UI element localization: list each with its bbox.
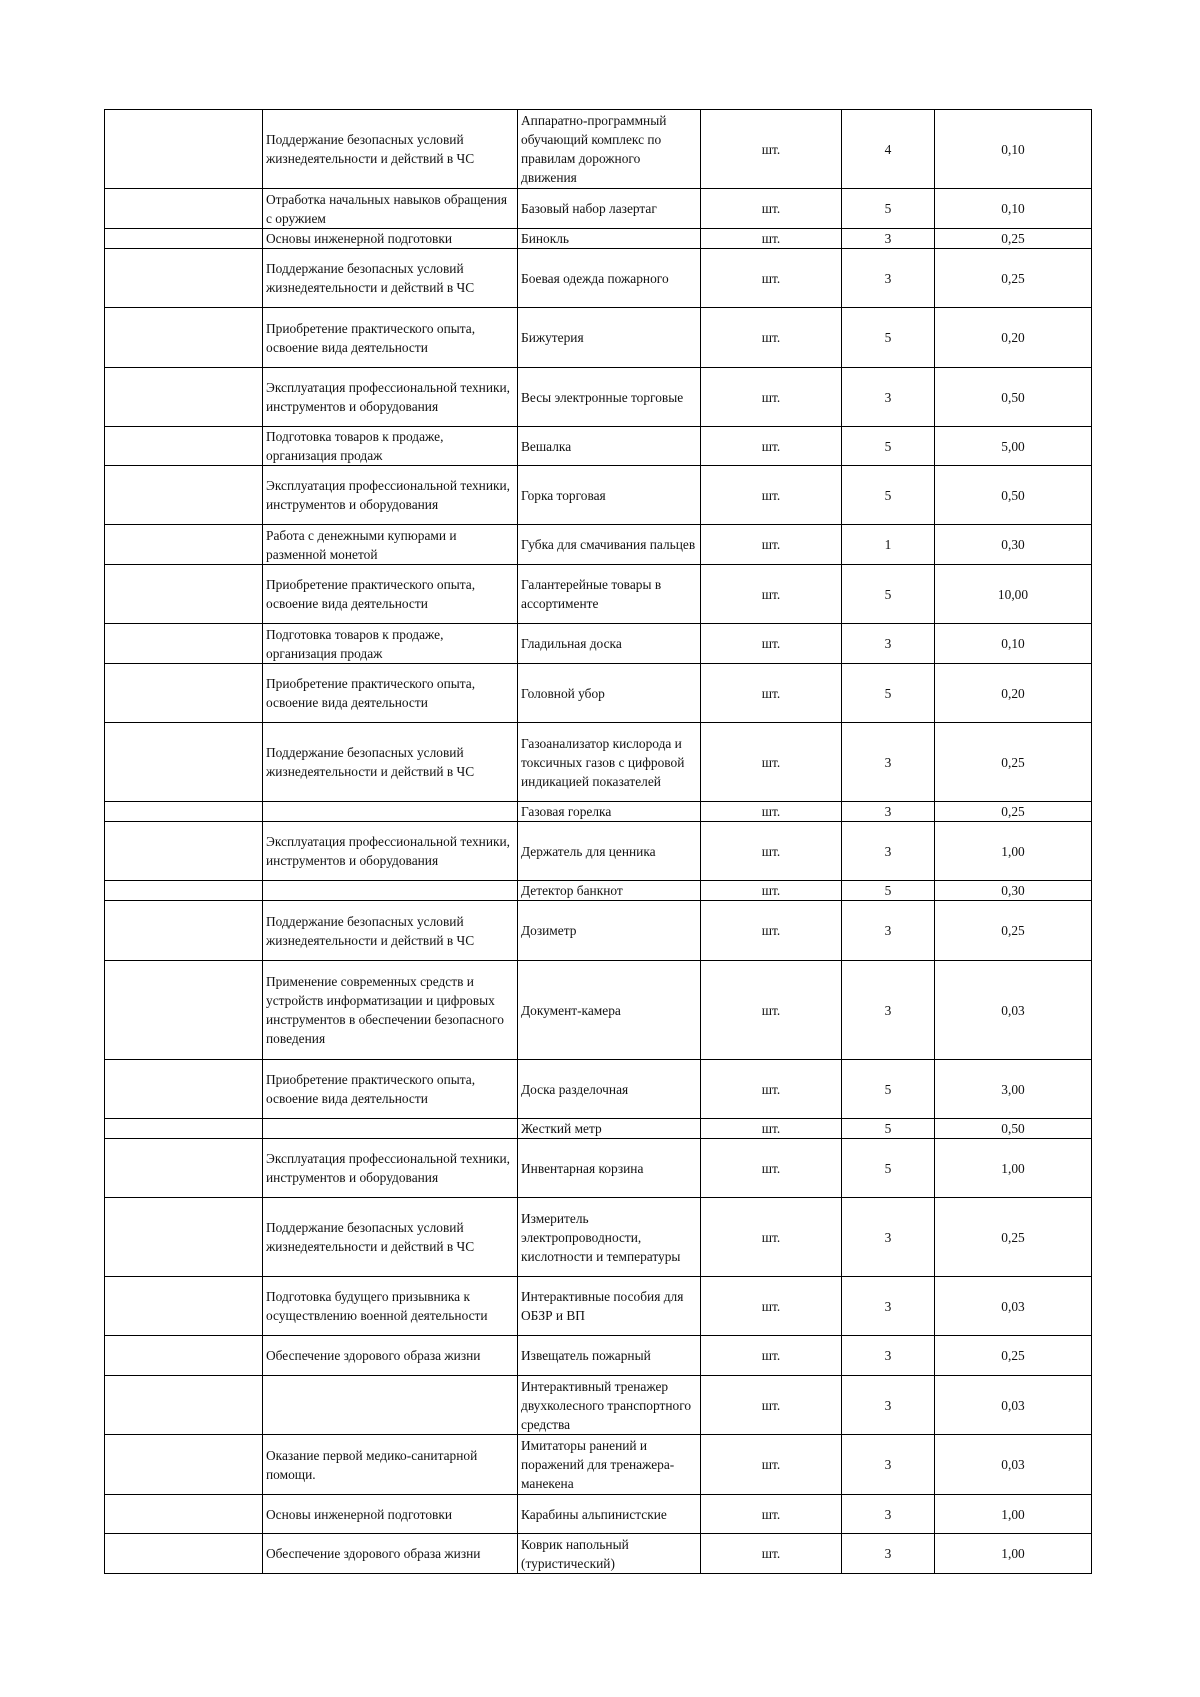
table-row xyxy=(105,961,1092,1060)
empty-cell xyxy=(105,624,263,664)
empty-cell xyxy=(105,1435,263,1495)
empty-cell xyxy=(105,881,263,901)
empty-cell xyxy=(105,427,263,466)
unit-cell: шт. xyxy=(701,308,842,368)
empty-cell xyxy=(105,1198,263,1277)
unit-cell: шт. xyxy=(701,525,842,565)
empty-cell xyxy=(105,961,263,1060)
empty-cell xyxy=(105,1376,263,1435)
table-row xyxy=(105,1119,1092,1139)
coefficient-cell: 0,10 xyxy=(935,110,1092,189)
coefficient-cell: 0,25 xyxy=(935,229,1092,249)
activity-cell xyxy=(263,1119,518,1139)
empty-cell xyxy=(105,1119,263,1139)
unit-cell: шт. xyxy=(701,1376,842,1435)
coefficient-cell: 1,00 xyxy=(935,822,1092,881)
unit-cell: шт. xyxy=(701,110,842,189)
coefficient-cell: 0,03 xyxy=(935,1435,1092,1495)
table-row xyxy=(105,427,1092,466)
coefficient-cell: 0,25 xyxy=(935,1198,1092,1277)
activity-cell xyxy=(263,881,518,901)
coefficient-cell: 0,25 xyxy=(935,901,1092,961)
coefficient-cell: 0,30 xyxy=(935,881,1092,901)
unit-cell: шт. xyxy=(701,1060,842,1119)
table-row xyxy=(105,1534,1092,1574)
coefficient-cell: 0,25 xyxy=(935,723,1092,802)
activity-cell: Эксплуатация профессиональной техники, инструментов и оборудования xyxy=(263,1139,518,1198)
empty-cell xyxy=(105,368,263,427)
coefficient-cell: 0,03 xyxy=(935,1376,1092,1435)
empty-cell xyxy=(105,189,263,229)
activity-cell: Поддержание безопасных условий жизнедеятельности и действий в ЧС xyxy=(263,249,518,308)
quantity-cell: 3 xyxy=(842,1534,935,1574)
coefficient-cell: 0,25 xyxy=(935,1336,1092,1376)
item-cell: Бинокль xyxy=(518,229,701,249)
quantity-cell: 5 xyxy=(842,189,935,229)
unit-cell: шт. xyxy=(701,901,842,961)
quantity-cell: 5 xyxy=(842,466,935,525)
unit-cell: шт. xyxy=(701,1435,842,1495)
activity-cell: Приобретение практического опыта, освоение вида деятельности xyxy=(263,664,518,723)
empty-cell xyxy=(105,466,263,525)
quantity-cell: 5 xyxy=(842,565,935,624)
quantity-cell: 3 xyxy=(842,822,935,881)
table-row xyxy=(105,110,1092,189)
quantity-cell: 3 xyxy=(842,1435,935,1495)
activity-cell: Эксплуатация профессиональной техники, инструментов и оборудования xyxy=(263,368,518,427)
item-cell: Интерактивные пособия для ОБЗР и ВП xyxy=(518,1277,701,1336)
activity-cell: Приобретение практического опыта, освоение вида деятельности xyxy=(263,308,518,368)
item-cell: Аппаратно-программный обучающий комплекс по правилам дорожного движения xyxy=(518,110,701,189)
coefficient-cell: 0,50 xyxy=(935,368,1092,427)
coefficient-cell: 0,03 xyxy=(935,961,1092,1060)
item-cell: Губка для смачивания пальцев xyxy=(518,525,701,565)
item-cell: Головной убор xyxy=(518,664,701,723)
coefficient-cell: 0,03 xyxy=(935,1277,1092,1336)
activity-cell: Подготовка товаров к продаже, организация продаж xyxy=(263,624,518,664)
item-cell: Галантерейные товары в ассортименте xyxy=(518,565,701,624)
activity-cell: Отработка начальных навыков обращения с оружием xyxy=(263,189,518,229)
item-cell: Интерактивный тренажер двухколесного транспортного средства xyxy=(518,1376,701,1435)
unit-cell: шт. xyxy=(701,664,842,723)
unit-cell: шт. xyxy=(701,368,842,427)
empty-cell xyxy=(105,901,263,961)
coefficient-cell: 0,10 xyxy=(935,624,1092,664)
quantity-cell: 3 xyxy=(842,1336,935,1376)
quantity-cell: 3 xyxy=(842,1495,935,1534)
coefficient-cell: 0,30 xyxy=(935,525,1092,565)
empty-cell xyxy=(105,1139,263,1198)
empty-cell xyxy=(105,249,263,308)
quantity-cell: 5 xyxy=(842,308,935,368)
equipment-table xyxy=(104,109,1092,1574)
item-cell: Доска разделочная xyxy=(518,1060,701,1119)
coefficient-cell: 0,25 xyxy=(935,249,1092,308)
table-row xyxy=(105,229,1092,249)
activity-cell: Обеспечение здорового образа жизни xyxy=(263,1336,518,1376)
coefficient-cell: 1,00 xyxy=(935,1495,1092,1534)
empty-cell xyxy=(105,1336,263,1376)
item-cell: Горка торговая xyxy=(518,466,701,525)
item-cell: Весы электронные торговые xyxy=(518,368,701,427)
table-row xyxy=(105,368,1092,427)
activity-cell: Поддержание безопасных условий жизнедеятельности и действий в ЧС xyxy=(263,110,518,189)
quantity-cell: 3 xyxy=(842,723,935,802)
quantity-cell: 5 xyxy=(842,427,935,466)
quantity-cell: 5 xyxy=(842,1139,935,1198)
activity-cell: Приобретение практического опыта, освоение вида деятельности xyxy=(263,565,518,624)
empty-cell xyxy=(105,308,263,368)
empty-cell xyxy=(105,525,263,565)
unit-cell: шт. xyxy=(701,624,842,664)
unit-cell: шт. xyxy=(701,1277,842,1336)
unit-cell: шт. xyxy=(701,229,842,249)
activity-cell: Применение современных средств и устройств информатизации и цифровых инструментов в обеспечении безопасного поведения xyxy=(263,961,518,1060)
activity-cell: Приобретение практического опыта, освоение вида деятельности xyxy=(263,1060,518,1119)
activity-cell xyxy=(263,802,518,822)
item-cell: Жесткий метр xyxy=(518,1119,701,1139)
coefficient-cell: 5,00 xyxy=(935,427,1092,466)
item-cell: Дозиметр xyxy=(518,901,701,961)
empty-cell xyxy=(105,110,263,189)
table-row xyxy=(105,308,1092,368)
unit-cell: шт. xyxy=(701,189,842,229)
table-row xyxy=(105,466,1092,525)
table-row xyxy=(105,1376,1092,1435)
coefficient-cell: 0,50 xyxy=(935,466,1092,525)
item-cell: Коврик напольный (туристический) xyxy=(518,1534,701,1574)
table-row xyxy=(105,822,1092,881)
quantity-cell: 3 xyxy=(842,1277,935,1336)
table-row xyxy=(105,1336,1092,1376)
table-row xyxy=(105,1435,1092,1495)
empty-cell xyxy=(105,822,263,881)
coefficient-cell: 1,00 xyxy=(935,1534,1092,1574)
activity-cell xyxy=(263,1376,518,1435)
item-cell: Детектор банкнот xyxy=(518,881,701,901)
activity-cell: Работа с денежными купюрами и разменной монетой xyxy=(263,525,518,565)
empty-cell xyxy=(105,229,263,249)
unit-cell: шт. xyxy=(701,881,842,901)
empty-cell xyxy=(105,802,263,822)
item-cell: Измеритель электропроводности, кислотности и температуры xyxy=(518,1198,701,1277)
unit-cell: шт. xyxy=(701,1139,842,1198)
item-cell: Вешалка xyxy=(518,427,701,466)
activity-cell: Основы инженерной подготовки xyxy=(263,229,518,249)
table-body xyxy=(105,110,1092,1574)
activity-cell: Обеспечение здорового образа жизни xyxy=(263,1534,518,1574)
unit-cell: шт. xyxy=(701,1336,842,1376)
activity-cell: Поддержание безопасных условий жизнедеятельности и действий в ЧС xyxy=(263,723,518,802)
table-row xyxy=(105,1277,1092,1336)
quantity-cell: 3 xyxy=(842,368,935,427)
unit-cell: шт. xyxy=(701,802,842,822)
table-row xyxy=(105,901,1092,961)
quantity-cell: 3 xyxy=(842,249,935,308)
item-cell: Гладильная доска xyxy=(518,624,701,664)
table-row xyxy=(105,624,1092,664)
unit-cell: шт. xyxy=(701,565,842,624)
item-cell: Газоанализатор кислорода и токсичных газов с цифровой индикацией показателей xyxy=(518,723,701,802)
table-row xyxy=(105,525,1092,565)
table-row xyxy=(105,881,1092,901)
empty-cell xyxy=(105,1534,263,1574)
activity-cell: Эксплуатация профессиональной техники, инструментов и оборудования xyxy=(263,466,518,525)
unit-cell: шт. xyxy=(701,1119,842,1139)
empty-cell xyxy=(105,1277,263,1336)
item-cell: Бижутерия xyxy=(518,308,701,368)
table-row xyxy=(105,1495,1092,1534)
unit-cell: шт. xyxy=(701,822,842,881)
unit-cell: шт. xyxy=(701,723,842,802)
table-row xyxy=(105,565,1092,624)
unit-cell: шт. xyxy=(701,961,842,1060)
unit-cell: шт. xyxy=(701,1534,842,1574)
table-row xyxy=(105,1139,1092,1198)
quantity-cell: 5 xyxy=(842,1060,935,1119)
quantity-cell: 3 xyxy=(842,961,935,1060)
table-row xyxy=(105,802,1092,822)
coefficient-cell: 3,00 xyxy=(935,1060,1092,1119)
quantity-cell: 5 xyxy=(842,1119,935,1139)
activity-cell: Поддержание безопасных условий жизнедеятельности и действий в ЧС xyxy=(263,1198,518,1277)
quantity-cell: 3 xyxy=(842,1198,935,1277)
empty-cell xyxy=(105,565,263,624)
activity-cell: Подготовка товаров к продаже, организация продаж xyxy=(263,427,518,466)
unit-cell: шт. xyxy=(701,249,842,308)
coefficient-cell: 0,50 xyxy=(935,1119,1092,1139)
item-cell: Газовая горелка xyxy=(518,802,701,822)
quantity-cell: 5 xyxy=(842,881,935,901)
empty-cell xyxy=(105,1060,263,1119)
coefficient-cell: 0,25 xyxy=(935,802,1092,822)
item-cell: Карабины альпинистские xyxy=(518,1495,701,1534)
activity-cell: Основы инженерной подготовки xyxy=(263,1495,518,1534)
table-row xyxy=(105,249,1092,308)
unit-cell: шт. xyxy=(701,1198,842,1277)
item-cell: Документ-камера xyxy=(518,961,701,1060)
empty-cell xyxy=(105,664,263,723)
item-cell: Имитаторы ранений и поражений для тренажера-манекена xyxy=(518,1435,701,1495)
item-cell: Базовый набор лазертаг xyxy=(518,189,701,229)
quantity-cell: 3 xyxy=(842,1376,935,1435)
item-cell: Держатель для ценника xyxy=(518,822,701,881)
item-cell: Боевая одежда пожарного xyxy=(518,249,701,308)
quantity-cell: 4 xyxy=(842,110,935,189)
unit-cell: шт. xyxy=(701,427,842,466)
quantity-cell: 3 xyxy=(842,901,935,961)
quantity-cell: 1 xyxy=(842,525,935,565)
table-row xyxy=(105,1198,1092,1277)
activity-cell: Подготовка будущего призывника к осуществлению военной деятельности xyxy=(263,1277,518,1336)
table-row xyxy=(105,1060,1092,1119)
empty-cell xyxy=(105,723,263,802)
item-cell: Извещатель пожарный xyxy=(518,1336,701,1376)
coefficient-cell: 1,00 xyxy=(935,1139,1092,1198)
coefficient-cell: 0,20 xyxy=(935,664,1092,723)
unit-cell: шт. xyxy=(701,1495,842,1534)
quantity-cell: 3 xyxy=(842,229,935,249)
coefficient-cell: 0,20 xyxy=(935,308,1092,368)
table-row xyxy=(105,189,1092,229)
coefficient-cell: 0,10 xyxy=(935,189,1092,229)
quantity-cell: 3 xyxy=(842,624,935,664)
table-row xyxy=(105,723,1092,802)
activity-cell: Оказание первой медико-санитарной помощи. xyxy=(263,1435,518,1495)
activity-cell: Эксплуатация профессиональной техники, инструментов и оборудования xyxy=(263,822,518,881)
quantity-cell: 5 xyxy=(842,664,935,723)
coefficient-cell: 10,00 xyxy=(935,565,1092,624)
activity-cell: Поддержание безопасных условий жизнедеятельности и действий в ЧС xyxy=(263,901,518,961)
item-cell: Инвентарная корзина xyxy=(518,1139,701,1198)
empty-cell xyxy=(105,1495,263,1534)
unit-cell: шт. xyxy=(701,466,842,525)
quantity-cell: 3 xyxy=(842,802,935,822)
table-row xyxy=(105,664,1092,723)
